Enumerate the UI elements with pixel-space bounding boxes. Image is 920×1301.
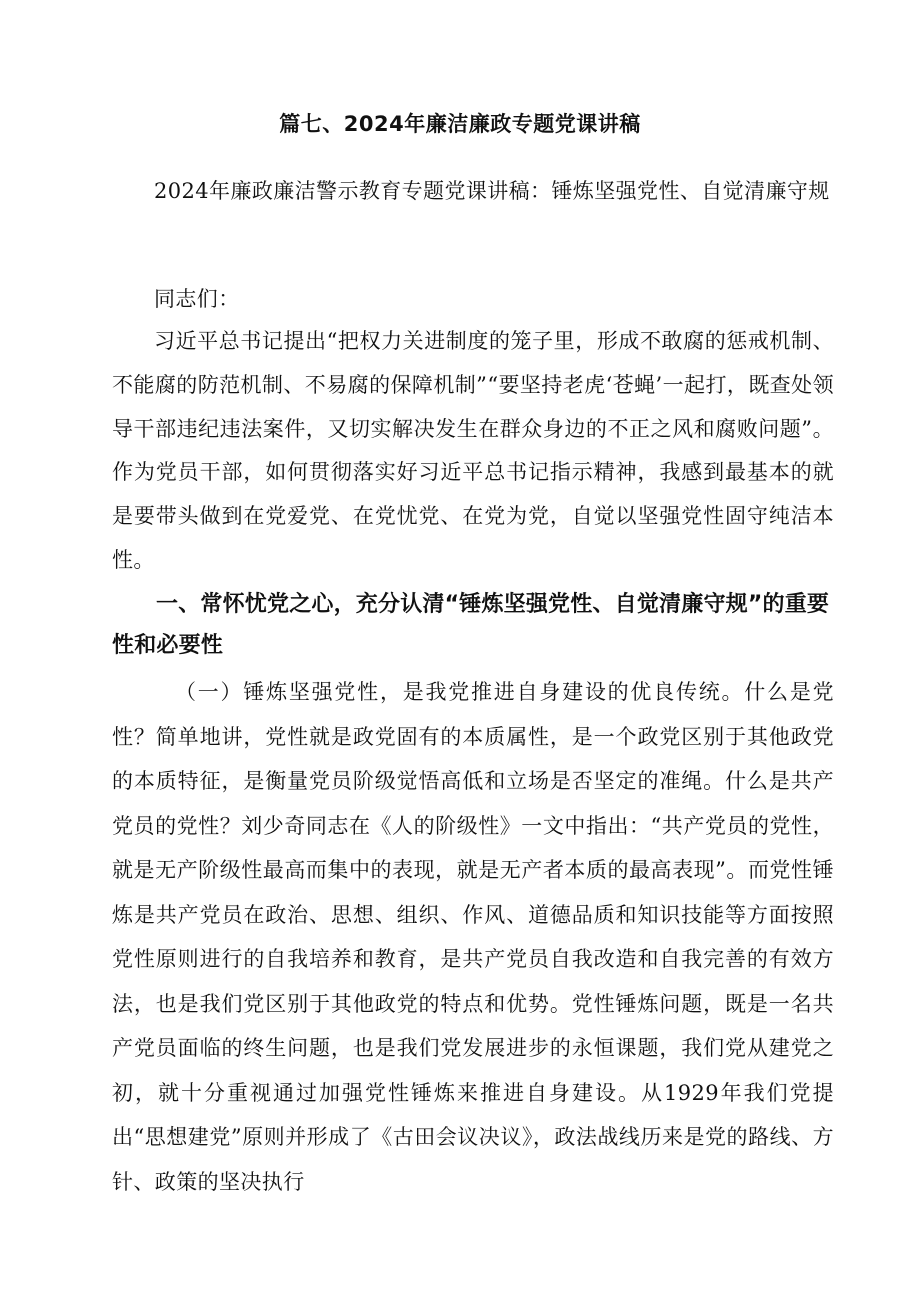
section-heading: 一、常怀忧党之心，充分认清“锤炼坚强党性、自觉清廉守规”的重要性和必要性	[112, 592, 830, 658]
section-body-paragraph: （一）锤炼坚强党性，是我党推进自身建设的优良传统。什么是党性？简单地讲，党性就是政党固有的本质属性，是一个政党区别于其他政党的本质特征，是衡量党员阶级觉悟高低和立场是否坚定的准绳。什么是共产党员的党性？刘少奇同志在《人的阶级性》一文中指出：“共产党员的党性，就是无产阶级性最高而集中的表现，就是无产者本质的最高表现”。而党性锤炼是共产党员在政治、思想、组织、作风、道德品质和知识技能等方面按照党性原则进行的自我培养和教育，是共产党员自我改造和自我完善的有效方法，也是我们党区别于其他政党的特点和优势。党性锤炼问题，既是一名共产党员面临的终生问题，也是我们党发展进步的永恒课题，我们党从建党之初，就十分重视通过加强党性锤炼来推进自身建设。从1929年我们党提出“思想建党”原则并形成了《古田会议决议》，政法战线历来是党的路线、方针、政策的坚决执行	[112, 680, 834, 1194]
greeting-paragraph: 同志们：	[154, 287, 240, 311]
intro-paragraph: 习近平总书记提出“把权力关进制度的笼子里，形成不敢腐的惩戒机制、不能腐的防范机制、不易腐的保障机制”“要坚持老虎‘苍蝇’一起打，既查处领导干部违纪违法案件，又切实解决发生在群众身边的不正之风和腐败问题”。作为党员干部，如何贯彻落实好习近平总书记指示精神，我感到最基本的就是要带头做到在党爱党、在党忧党、在党为党，自觉以坚强党性固守纯洁本性。	[112, 329, 834, 572]
document-title: 篇七、2024年廉洁廉政专题党课讲稿	[279, 112, 641, 136]
document-subtitle: 2024年廉政廉洁警示教育专题党课讲稿：锤炼坚强党性、自觉清廉守规	[154, 179, 830, 203]
